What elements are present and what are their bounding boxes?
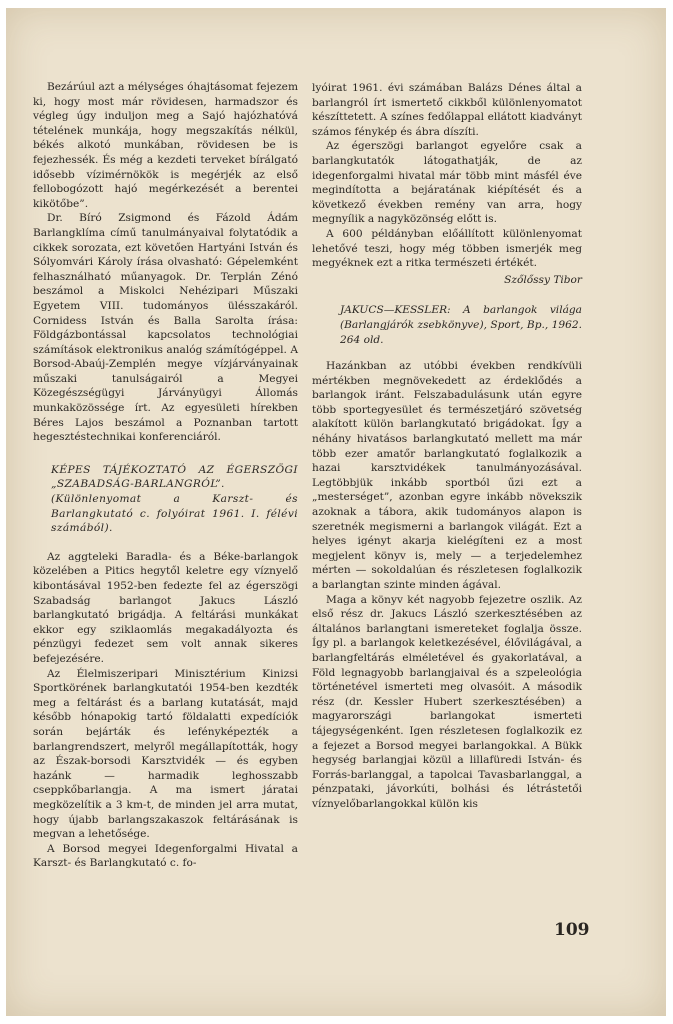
- paragraph: lyóirat 1961. évi számában Balázs Dénes által a barlangról írt ismertető cikkből különlenyomatot készíttetett. A színes fedőlappal ellátott kiadványt számos fénykép és ábra díszíti.: [312, 82, 582, 138]
- paragraph: Dr. Bíró Zsigmond és Fázold Ádám Barlangklíma című tanulmányaival folytatódik a cikkek sorozata, ezt követően Hartyáni István és Sólyomvári Károly írása olvasható: Gépelemként felhasználható műanyagok. Dr. Terplán Zénó beszámol a Miskolci Nehézipari Műszaki Egyetem VIII. tudományos ülésszakáról. Cornidess István és Balla Sarolta írása: Földgázbontással kapcsolatos technológiai számítások elektronikus analóg számítógéppel. A Borsod-Abaúj-Zemplén megye vízjárványainak műszaki tanulságairól a Megyei Közegészségügyi Járványügyi Állomás munkaközössége írt. Az egyesületi hírekben Béres Lajos beszámol a Poznanban tartott hegesztéstechnikai konferenciáról.: [33, 212, 298, 444]
- review-heading: KÉPES TÁJÉKOZTATÓ AZ ÉGERSZÖGI „SZABADSÁG-BARLANGRÓL”. (Különlenyomat a Karszt- és Barlangkutató c. folyóirat 1961. I. félévi számából).: [51, 463, 298, 535]
- right-column: [312, 81, 582, 812]
- page-number: 109: [554, 920, 590, 940]
- paragraph: Bezárúul azt a mélységes óhajtásomat fejezem ki, hogy most már rövidesen, harmadszor és végleg úgy induljon meg a Sajó hajózhatóvá tételének munkája, hogy megszakítás nélkül, békés alkotó munkában, rövidesen be is fejezhessék. És még a kezdeti terveket bírálgató idősebb vízimérnökök is megérjék az első fellobogózott hajó megérkezését a berentei kikötőbe”.: [33, 81, 298, 210]
- paragraph: Az Élelmiszeripari Minisztérium Kinizsi Sportkörének barlangkutatói 1954-ben kezdték meg a feltárást és a barlang kutatását, majd később hónapokig tartó földalatti expedíciók során bejárták és lefényképezték a barlangrendszert, melyről megállapították, hogy az Észak-borsodi Karsztvidék — és egyben hazánk — harmadik leghosszabb cseppkőbarlangja. A ma ismert járatai megközelítik a 3 km-t, de minden jel arra mutat, hogy újabb barlangszakaszok feltárásának is megvan a lehetősége.: [33, 667, 298, 841]
- paragraph: A 600 példányban előállított különlenyomat lehetővé teszi, hogy még többen ismerjék meg megyéknek ezt a ritka természeti értékét.: [312, 227, 582, 270]
- paragraph: Az aggteleki Baradla- és a Béke-barlangok közelében a Pitics hegytől keletre egy víznyelő kibontásával 1952-ben fedezte fel az égerszögi Szabadság barlangot Jakucs László barlangkutató brigádja. A feltárási munkákat ekkor egy sziklaomlás megakadályozta és pénzügyi fedezet sem volt annak sikeres befejezésére.: [33, 550, 298, 665]
- paragraph: Maga a könyv két nagyobb fejezetre oszlik. Az első rész dr. Jakucs László szerkesztésében az általános barlangtani ismereteket foglalja össze. Így pl. a barlangok keletkezésével, élővilágával, a barlangfeltárás elméletével és gyakorlatával, a Föld legnagyobb barlangjaival és a szpeleológia történetével ismerteti meg olvasóit. A második rész (dr. Kessler Hubert szerkesztésében) a magyarországi barlangokat ismerteti tájegységenként. Igen részletesen foglalkozik ez a fejezet a Borsod megyei barlangokkal. A Bükk hegység barlangjai közül a lillafüredi István- és Forrás-barlanggal, a tapolcai Tavasbarlanggal, a pénzpataki, jávorkúti, bolhási és létrástetői víznyelőbarlangokkal külön kis: [312, 593, 582, 810]
- signature: Szőlőssy Tibor: [504, 273, 582, 286]
- paragraph: Hazánkban az utóbbi években rendkívüli mértékben megnövekedett az érdeklődés a barlangok iránt. Felszabadulásunk után egyre több sportegyesület és természetjáró szövetség alakított külön barlangkutató brigádokat. Így a néhány hivatásos barlangkutató mellett ma már több ezer amatőr barlangkutató foglalkozik a hazai karsztvidékek tanulmányozásával. Legtöbbjük inkább sportból űzi ezt a „mesterséget”, azonban egyre inkább növekszik azoknak a tábora, akik tudományos alapon is szeretnék megismerni a barlangok világát. Ezt a helyes igényt akarja kielégíteni ez a most megjelent könyv is, mely — a terjedelemhez mérten — sokoldalúan és részletesen foglalkozik a barlangtan szinte minden ágával.: [312, 360, 582, 591]
- paragraph: A Borsod megyei Idegenforgalmi Hivatal a Karszt- és Barlangkutató c. fo-: [33, 842, 298, 870]
- left-column: [33, 80, 298, 871]
- scanned-page: [6, 8, 666, 1016]
- paragraph: Az égerszögi barlangot egyelőre csak a barlangkutatók látogathatják, de az idegenforgalmi hivatal már több mint másfél éve megindította a bejáratának kiépítését és a következő években remény van arra, hogy megnyílik a nagyközönség előtt is.: [312, 140, 582, 226]
- review-heading: JAKUCS—KESSLER: A barlangok világa (Barlangjárók zsebkönyve), Sport, Bp., 1962. 264 old.: [340, 304, 582, 346]
